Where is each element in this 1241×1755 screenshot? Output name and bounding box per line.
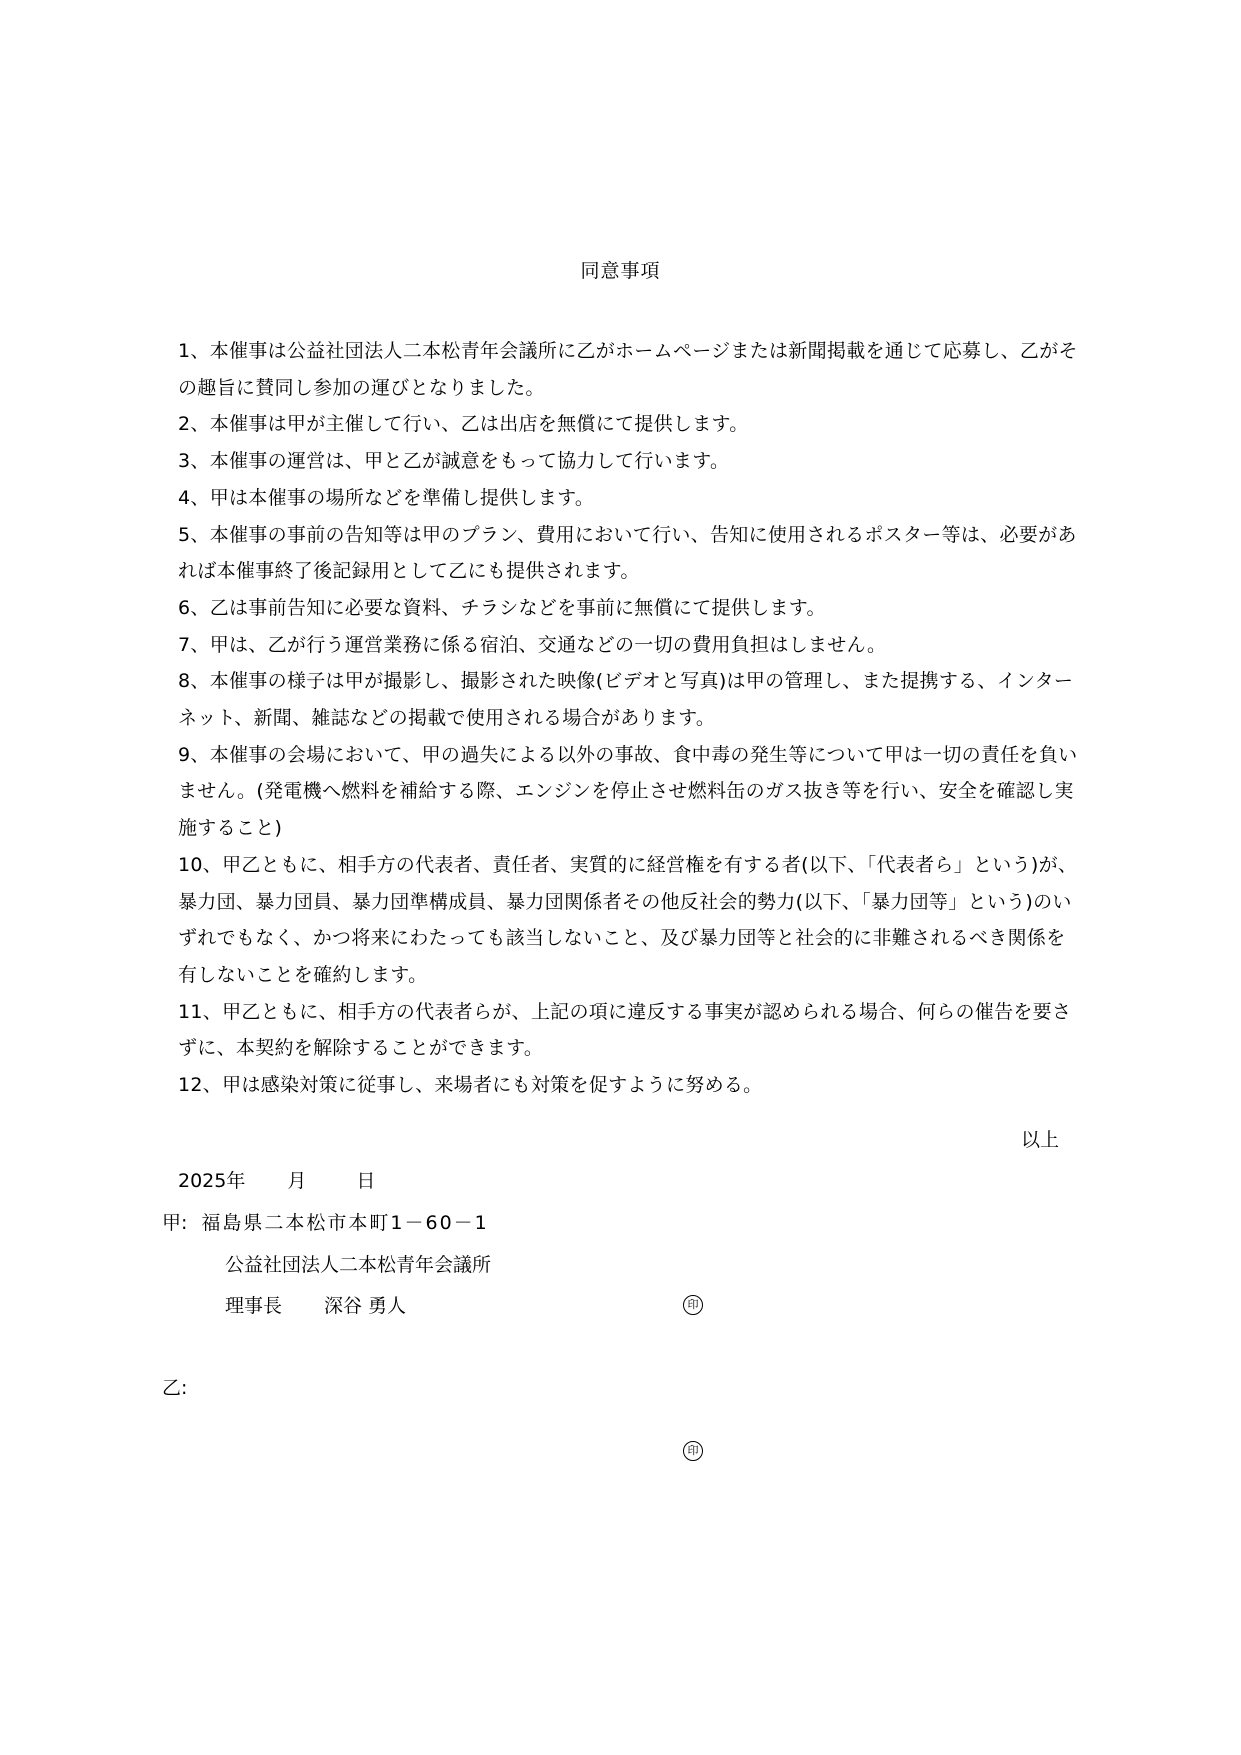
date-day: 日 (356, 1170, 376, 1192)
closing-mark: 以上 (1020, 1129, 1059, 1151)
party-a-seal-mark: 印 (683, 1295, 703, 1315)
date-month: 月 (287, 1170, 307, 1192)
clause-4: 4、甲は本催事の場所などを準備し提供します。 (178, 486, 595, 509)
clause-2: 2、本催事は甲が主催して行い、乙は出店を無償にて提供します。 (178, 413, 749, 436)
date-line (178, 1168, 375, 1194)
party-a-address-line (162, 1210, 489, 1236)
clause-10: 10、甲乙ともに、相手方の代表者、責任者、実質的に経営権を有する者(以下、「代表者ら」という)が、暴力団、暴力団員、暴力団準構成員、暴力団関係者その他反社会的勢力(以下、「暴力団等」という)のいずれでもなく、かつ将来にわたっても該当しないこと、及び暴力団等と社会的に非難されるべき関係を有しないことを確約します。 (178, 853, 1078, 986)
clause-7: 7、甲は、乙が行う運営業務に係る宿泊、交通などの一切の費用負担はしません。 (178, 633, 887, 656)
clause-list (178, 333, 1078, 1104)
clause-6: 6、乙は事前告知に必要な資料、チラシなどを事前に無償にて提供します。 (178, 596, 826, 619)
clause-1: 1、本催事は公益社団法人二本松青年会議所に乙がホームページまたは新聞掲載を通じて応募し、乙がその趣旨に賛同し参加の運びとなりました。 (178, 340, 1078, 399)
party-a-name: 深谷 勇人 (324, 1295, 407, 1317)
clause-12: 12、甲は感染対策に従事し、来場者にも対策を促すように努める。 (178, 1074, 763, 1097)
clause-11: 11、甲乙ともに、相手方の代表者らが、上記の項に違反する事実が認められる場合、何らの催告を要さずに、本契約を解除することができます。 (178, 1000, 1072, 1060)
clause-9: 9、本催事の会場において、甲の過失による以外の事故、食中毒の発生等について甲は一切の責任を負いません。(発電機へ燃料を補給する際、エンジンを停止させ燃料缶のガス抜き等を行い、安全を確認し実施すること) (178, 743, 1078, 840)
party-a-representative-line (225, 1293, 406, 1319)
clause-8: 8、本催事の様子は甲が撮影し、撮影された映像(ビデオと写真)は甲の管理し、また提携する、インターネット、新聞、雑誌などの掲載で使用される場合があります。 (178, 670, 1074, 730)
party-b-seal-mark: 印 (683, 1441, 703, 1461)
page-title: 同意事項 (580, 260, 661, 282)
party-a-label: 甲: (162, 1212, 188, 1234)
date-year: 2025年 (178, 1170, 246, 1192)
party-a-address: 福島県二本松市本町1－60－1 (201, 1212, 489, 1234)
party-b-label: 乙: (162, 1377, 188, 1399)
party-a-role: 理事長 (225, 1295, 283, 1317)
clause-3: 3、本催事の運営は、甲と乙が誠意をもって協力して行います。 (178, 450, 730, 473)
party-a-organization: 公益社団法人二本松青年会議所 (225, 1254, 492, 1276)
clause-5: 5、本催事の事前の告知等は甲のプラン、費用において行い、告知に使用されるポスター等は、必要があれば本催事終了後記録用として乙にも提供されます。 (178, 523, 1077, 583)
